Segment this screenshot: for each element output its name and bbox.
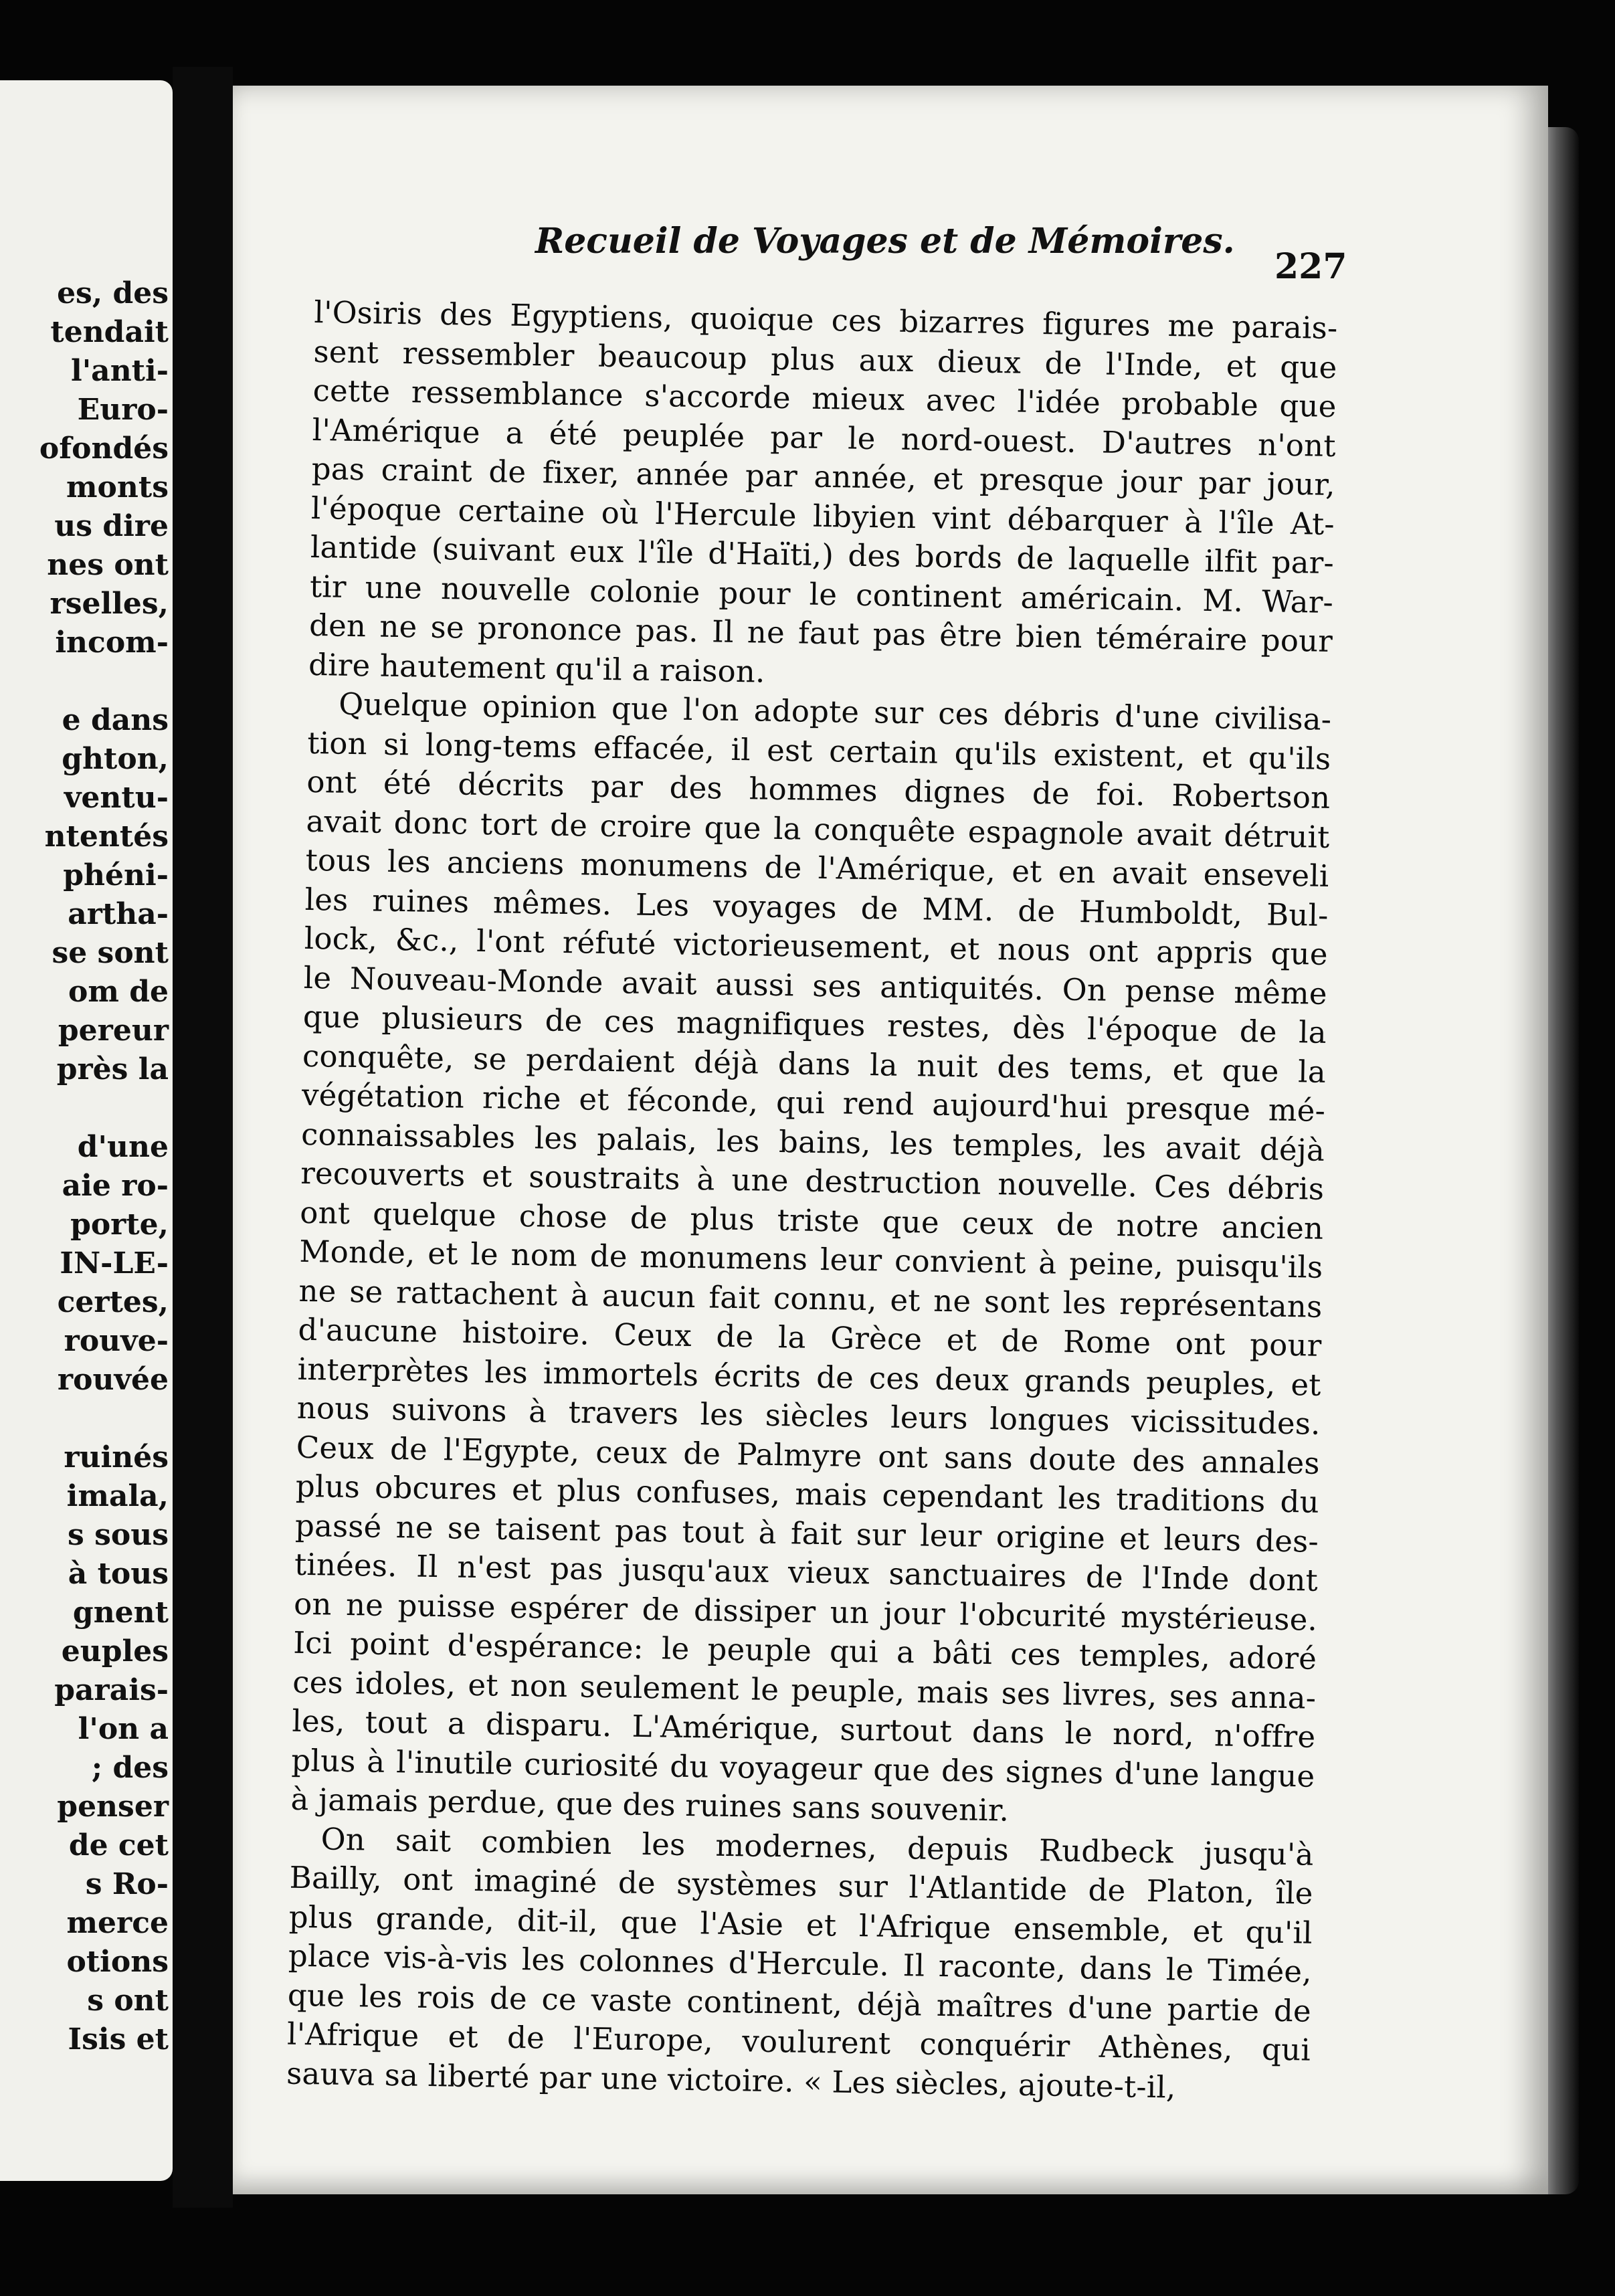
left-page-line: à tous: [68, 1557, 169, 1591]
page-number: 227: [1274, 246, 1347, 287]
left-page-line: tendait: [50, 315, 169, 349]
left-page-line: s ont: [87, 1984, 169, 2018]
left-page-line: l'on a: [78, 1712, 169, 1746]
left-page-text: [0, 274, 173, 2059]
text-line: cette ressemblance s'accorde mieux avec l'idée probable que: [312, 372, 1337, 425]
left-page-line: Euro-: [77, 393, 169, 427]
left-page-line: es, des: [57, 276, 169, 310]
left-page-line: e dans: [62, 703, 169, 737]
left-page: [0, 80, 173, 2181]
text-line: l'Afrique et de l'Europe, voulurent conquérir Athènes, qui: [286, 2016, 1311, 2068]
text-line: den ne se prononce pas. Il ne faut pas être bien téméraire pour: [308, 607, 1333, 659]
left-page-line: imala,: [66, 1479, 169, 1513]
text-line: Monde, et le nom de monumens leur convient à peine, puisqu'ils: [299, 1233, 1323, 1285]
left-page-line: rouvée: [57, 1363, 169, 1397]
text-line: Bailly, ont imaginé de systèmes sur l'Atlantide de Platon, île: [289, 1859, 1314, 1911]
left-page-line: Isis et: [68, 2022, 169, 2056]
left-page-line: phéni-: [63, 858, 169, 892]
text-line: les ruines mêmes. Les voyages de MM. de Humboldt, Bul-: [304, 881, 1329, 933]
running-head: Recueil de Voyages et de Mémoires.: [535, 221, 1235, 262]
left-page-line: ruinés: [64, 1440, 169, 1474]
left-page-line: porte,: [70, 1208, 169, 1242]
left-page-line: otions: [66, 1945, 169, 1979]
text-line: plus obcures et plus confuses, mais cependant les traditions du: [295, 1468, 1320, 1520]
left-page-line: [0, 662, 173, 701]
left-page-line: [0, 1400, 173, 1438]
text-line: tous les anciens monumens de l'Amérique, et en avait enseveli: [305, 842, 1329, 894]
text-line: le Nouveau-Monde avait aussi ses antiquités. On pense même: [303, 959, 1328, 1012]
left-page-line: pereur: [58, 1014, 169, 1048]
left-page-line: de cet: [68, 1828, 169, 1862]
left-page-line: merce: [66, 1906, 169, 1940]
text-line: les, tout a disparu. L'Amérique, surtout dans le nord, n'offre: [292, 1703, 1316, 1755]
left-page-line: s sous: [68, 1518, 169, 1552]
left-page-line: ventu-: [64, 781, 169, 815]
left-page-line: d'une: [77, 1130, 169, 1164]
text-line: tir une nouvelle colonie pour le continent américain. M. War-: [309, 568, 1334, 620]
text-line: d'aucune histoire. Ceux de la Grèce et de Rome ont pour: [298, 1311, 1322, 1363]
book-gutter: [173, 67, 233, 2208]
text-line: lantide (suivant eux l'île d'Haïti,) des bords de laquelle ilfit par-: [310, 529, 1335, 581]
left-page-line: se sont: [52, 936, 169, 970]
left-page-line: [0, 1089, 173, 1128]
text-line: recouverts et soustraits à une destruction nouvelle. Ces débris: [300, 1155, 1325, 1207]
left-page-line: artha-: [68, 897, 169, 931]
text-line: dire hautement qu'il a raison.: [308, 646, 766, 690]
text-line: lock, &c., l'ont réfuté victorieusement, et nous ont appris que: [304, 920, 1329, 972]
left-page-line: certes,: [57, 1285, 169, 1319]
text-line: nous suivons à travers les siècles leurs longues vicissitudes.: [296, 1390, 1321, 1442]
text-line: avait donc tort de croire que la conquête espagnole avait détruit: [306, 803, 1330, 855]
left-page-line: l'anti-: [71, 354, 169, 388]
text-line: Ceux de l'Egypte, ceux de Palmyre ont sans doute des annales: [296, 1429, 1321, 1481]
text-line: place vis-à-vis les colonnes d'Hercule. Il raconte, dans le Timée,: [288, 1937, 1313, 1990]
left-page-line: monts: [66, 470, 169, 504]
text-line: ont été décrits par des hommes dignes de foi. Robertson: [306, 763, 1331, 816]
left-page-line: parais-: [54, 1673, 169, 1707]
left-page-line: ofondés: [39, 432, 169, 466]
text-line: passé ne se taisent pas tout à fait sur leur origine et leurs des-: [294, 1507, 1319, 1559]
text-line: plus grande, dit-il, que l'Asie et l'Afrique ensemble, et qu'il: [288, 1899, 1313, 1951]
text-line: l'Amérique a été peuplée par le nord-ouest. D'autres n'ont: [312, 411, 1337, 464]
text-line: que plusieurs de ces magnifiques restes, dès l'époque de la: [302, 998, 1327, 1050]
left-page-line: penser: [57, 1790, 169, 1824]
left-page-line: s Ro-: [85, 1867, 169, 1901]
text-line: pas craint de fixer, année par année, et presque jour par jour,: [311, 450, 1336, 502]
text-line: tion si long-tems effacée, il est certain qu'ils existent, et qu'ils: [307, 725, 1331, 777]
left-page-line: om de: [68, 975, 169, 1009]
left-page-line: ; des: [91, 1751, 169, 1785]
left-page-line: rselles,: [50, 587, 169, 621]
left-page-line: euples: [61, 1634, 169, 1668]
left-page-line: nes ont: [47, 548, 169, 582]
text-line: ne se rattachent à aucun fait connu, et ne sont les représentans: [298, 1272, 1323, 1325]
text-line: végétation riche et féconde, qui rend aujourd'hui presque mé-: [301, 1076, 1326, 1129]
left-page-line: rouve-: [64, 1324, 169, 1358]
left-page-line: aie ro-: [62, 1169, 169, 1203]
left-page-line: près la: [56, 1052, 169, 1086]
text-line: ces idoles, et non seulement le peuple, mais ses livres, ses anna-: [292, 1664, 1317, 1716]
left-page-line: ghton,: [62, 742, 169, 776]
text-line: que les rois de ce vaste continent, déjà maîtres d'une partie de: [287, 1977, 1312, 2029]
left-page-line: gnent: [72, 1596, 169, 1630]
text-line: à jamais perdue, que des ruines sans souvenir.: [290, 1781, 1010, 1828]
text-line: Quelque opinion que l'on adopte sur ces débris d'une civilisa-: [338, 686, 1332, 737]
left-page-line: IN-LE-: [60, 1246, 169, 1280]
text-line: on ne puisse espérer de dissiper un jour l'obcurité mystérieuse.: [293, 1586, 1318, 1638]
left-page-line: incom-: [55, 626, 169, 660]
body-text: [286, 293, 1338, 2109]
text-line: interprètes les immortels écrits de ces deux grands peuples, et: [297, 1351, 1321, 1403]
text-line: conquête, se perdaient déjà dans la nuit des tems, et que la: [302, 1038, 1327, 1090]
text-line: On sait combien les modernes, depuis Rudbeck jusqu'à: [320, 1820, 1314, 1873]
text-line: plus à l'inutile curiosité du voyageur que des signes d'une langue: [291, 1742, 1315, 1794]
text-line: sauva sa liberté par une victoire. « Les siècles, ajoute-t-il,: [286, 2055, 1176, 2105]
text-line: l'Osiris des Egyptiens, quoique ces bizarres figures me parais-: [314, 294, 1338, 347]
text-line: sent ressembler beaucoup plus aux dieux de l'Inde, et que: [313, 333, 1337, 385]
text-line: ont quelque chose de plus triste que ceux de notre ancien: [300, 1194, 1324, 1246]
text-line: Ici point d'espérance: le peuple qui a bâti ces temples, adoré: [292, 1624, 1317, 1677]
text-line: l'époque certaine où l'Hercule libyien vint débarquer à l'île At-: [310, 490, 1335, 542]
text-line: tinées. Il n'est pas jusqu'aux vieux sanctuaires de l'Inde dont: [294, 1546, 1319, 1598]
left-page-line: ntentés: [44, 820, 169, 854]
left-page-line: us dire: [54, 509, 169, 543]
text-line: connaissables les palais, les bains, les temples, les avait déjà: [300, 1116, 1325, 1168]
